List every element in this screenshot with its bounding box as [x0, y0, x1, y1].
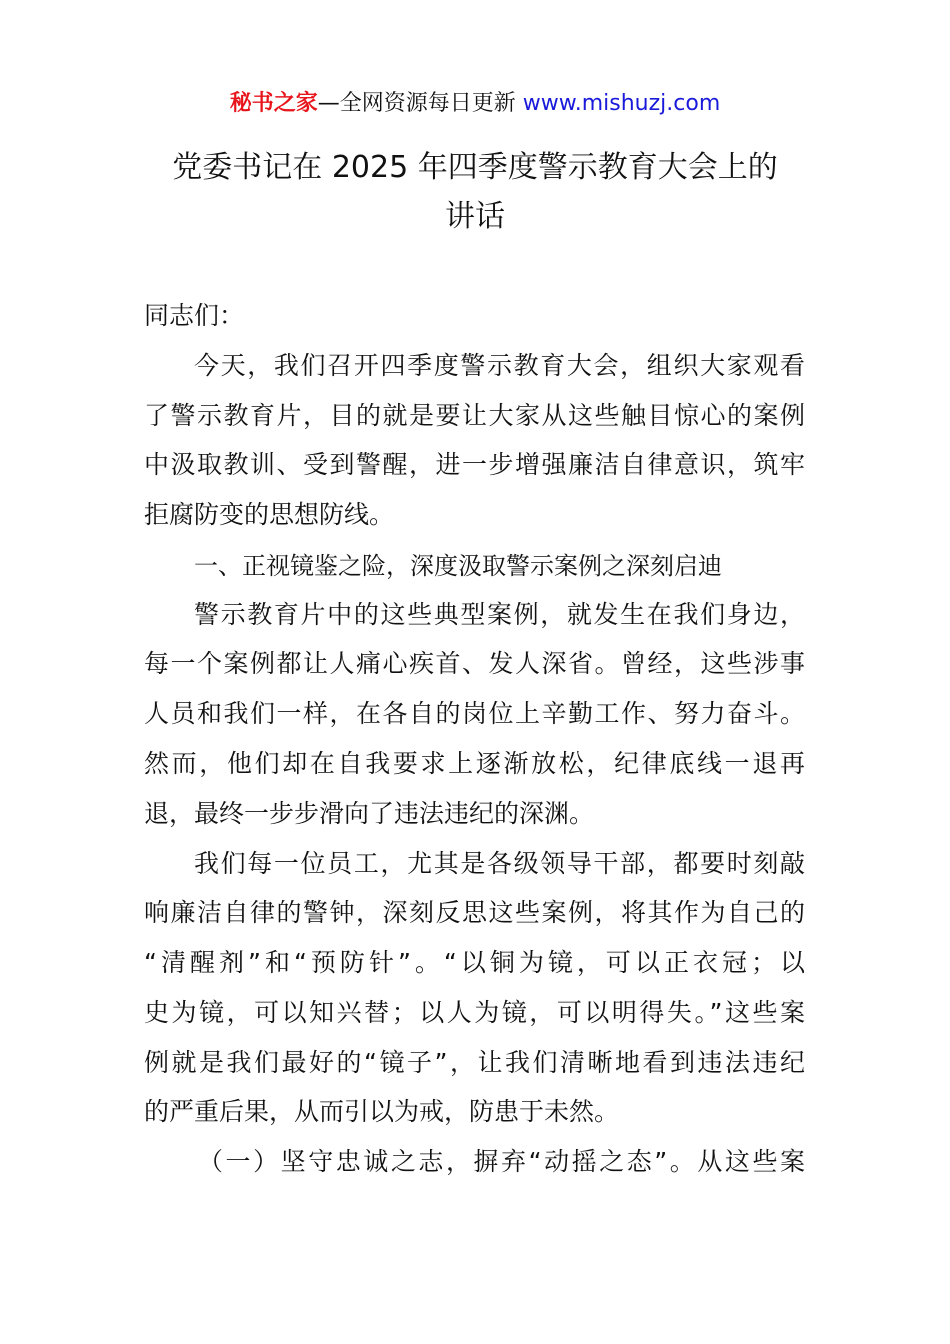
document-title-line-1: 党委书记在 2025 年四季度警示教育大会上的 [172, 150, 778, 185]
body-line: 史为镜，可以知兴替；以人为镜，可以明得失。”这些案 [144, 998, 805, 1027]
header-tagline: —全网资源每日更新 [317, 91, 523, 116]
body-line: 的严重后果，从而引以为戒，防患于未然。 [144, 1097, 620, 1126]
document-title-line-2: 讲话 [445, 199, 505, 234]
body-line: 今天，我们召开四季度警示教育大会，组织大家观看 [194, 351, 805, 380]
body-line: 退，最终一步步滑向了违法违纪的深渊。 [144, 799, 595, 828]
brand-name: 秘书之家 [229, 91, 318, 116]
body-line: 了警示教育片，目的就是要让大家从这些触目惊心的案例 [144, 401, 805, 430]
body-line: 人员和我们一样，在各自的岗位上辛勤工作、努力奋斗。 [144, 699, 805, 728]
body-line: 警示教育片中的这些典型案例，就发生在我们身边， [194, 600, 805, 629]
site-url[interactable]: www.mishuzj.com [522, 91, 721, 116]
salutation: 同志们： [144, 301, 245, 330]
body-line: 中汲取教训、受到警醒，进一步增强廉洁自律意识，筑牢 [144, 450, 805, 479]
body-line: 例就是我们最好的“镜子”，让我们清晰地看到违法违纪 [144, 1048, 805, 1077]
body-line: 我们每一位员工，尤其是各级领导干部，都要时刻敲 [194, 849, 805, 878]
subsection-heading: （一）坚守忠诚之志，摒弃“动摇之态”。从这些案 [198, 1147, 805, 1176]
body-line: 然而，他们却在自我要求上逐渐放松，纪律底线一退再 [144, 749, 805, 778]
site-header [0, 88, 950, 120]
section-heading: 一、正视镜鉴之险，深度汲取警示案例之深刻启迪 [194, 552, 722, 580]
body-line: 响廉洁自律的警钟，深刻反思这些案例，将其作为自己的 [144, 898, 805, 927]
body-line: 拒腐防变的思想防线。 [144, 500, 395, 529]
body-line: 每一个案例都让人痛心疾首、发人深省。曾经，这些涉事 [144, 649, 805, 678]
body-line: “清醒剂”和“预防针”。“以铜为镜，可以正衣冠；以 [144, 948, 805, 977]
